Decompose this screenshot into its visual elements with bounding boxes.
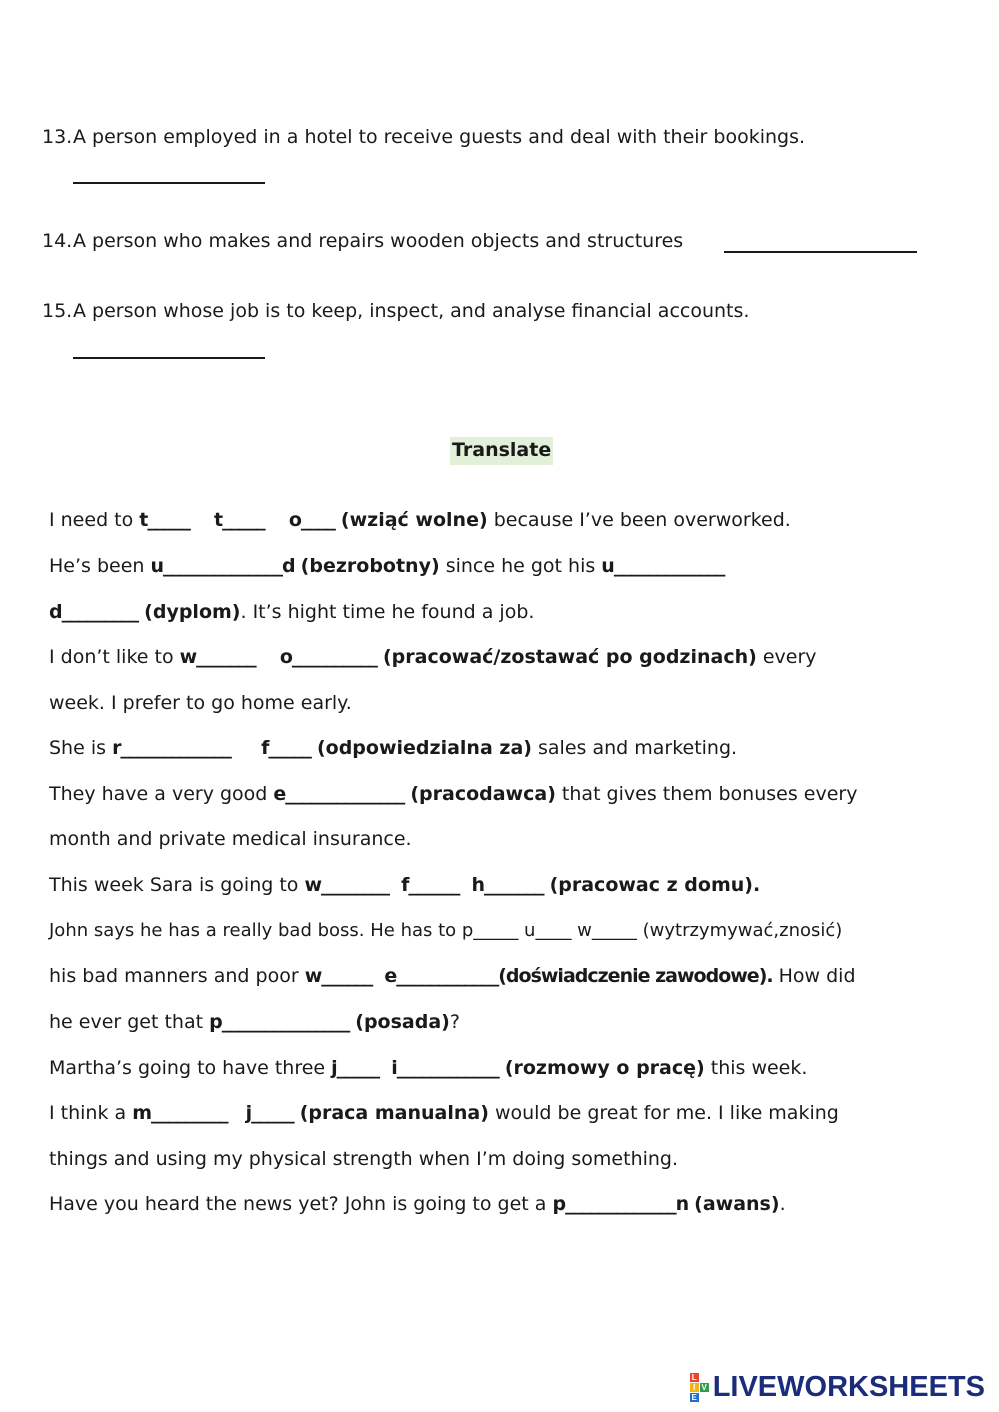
translate-line-3: d_________ (dyplom). It’s hight time he found a job. xyxy=(49,601,535,623)
gap-11b[interactable]: e____________(doświadczenie zawodowe). xyxy=(384,965,773,987)
translate-line-13: Martha’s going to have three j_____ i____________ (rozmowy o pracę) this week. xyxy=(49,1057,808,1079)
gap-7a[interactable]: e______________ xyxy=(273,783,405,805)
gap-2b[interactable]: u_____________ xyxy=(601,555,725,577)
answer-blank-13[interactable] xyxy=(73,166,265,184)
answer-blank-15[interactable] xyxy=(73,341,265,359)
translate-line-12: he ever get that p_______________ (posada)? xyxy=(49,1011,460,1033)
gap-16a[interactable]: p_____________n xyxy=(552,1193,689,1215)
gap-9c[interactable]: h_______ xyxy=(471,874,544,896)
translate-line-4: I don’t like to w_______ o__________ (pracować/zostawać po godzinach) every xyxy=(49,646,817,668)
gap-6a[interactable]: r_____________ xyxy=(112,737,231,759)
translate-line-11: his bad manners and poor w______ e____________(doświadczenie zawodowe). How did xyxy=(49,965,856,987)
gap-1a[interactable]: t_____ xyxy=(139,509,190,531)
gap-6b[interactable]: f_____ xyxy=(261,737,311,759)
question-15-number: 15. xyxy=(42,300,73,322)
gap-2a[interactable]: u______________d xyxy=(150,555,295,577)
gap-13a[interactable]: j_____ xyxy=(331,1057,380,1079)
translate-line-7: They have a very good e______________ (pracodawca) that gives them bonuses every xyxy=(49,783,858,805)
translate-line-2: He’s been u______________d (bezrobotny) since he got his u_____________ xyxy=(49,555,725,577)
gap-4a[interactable]: w_______ xyxy=(179,646,256,668)
translate-line-5: week. I prefer to go home early. xyxy=(49,692,352,714)
section-title: Translate xyxy=(450,437,553,465)
translate-line-15: things and using my physical strength when I’m doing something. xyxy=(49,1148,679,1170)
gap-1c[interactable]: o____ xyxy=(288,509,335,531)
liveworksheets-logo xyxy=(690,1371,985,1404)
gap-9a[interactable]: w________ xyxy=(304,874,390,896)
gap-4b[interactable]: o__________ xyxy=(279,646,377,668)
gap-11a[interactable]: w______ xyxy=(304,965,373,987)
translate-line-10: John says he has a really bad boss. He has to p_____ u____ w_____ (wytrzymywać,znosić) xyxy=(49,920,843,941)
gap-14a[interactable]: m_________ xyxy=(132,1102,228,1124)
answer-blank-14[interactable] xyxy=(724,235,917,253)
question-14-number: 14. xyxy=(42,230,73,252)
gap-14b[interactable]: j_____ xyxy=(245,1102,294,1124)
translate-line-8: month and private medical insurance. xyxy=(49,828,412,850)
liveworksheets-logo-icon: L I V E xyxy=(691,1373,707,1402)
gap-12a[interactable]: p_______________ xyxy=(209,1011,350,1033)
gap-3a[interactable]: d_________ xyxy=(49,601,139,623)
brand-name: LIVEWORKSHEETS xyxy=(712,1371,985,1403)
gap-13b[interactable]: i____________ xyxy=(391,1057,499,1079)
translate-line-14: I think a m_________ j_____ (praca manualna) would be great for me. I like making xyxy=(49,1102,839,1124)
gap-9b[interactable]: f______ xyxy=(401,874,460,896)
translate-line-1: I need to t_____ t_____ o____ (wziąć wolne) because I’ve been overworked. xyxy=(49,509,791,531)
gap-1b[interactable]: t_____ xyxy=(214,509,265,531)
question-13-number: 13. xyxy=(42,126,73,148)
translate-line-6: She is r_____________ f_____ (odpowiedzialna za) sales and marketing. xyxy=(49,737,738,759)
question-15-text: A person whose job is to keep, inspect, and analyse financial accounts. xyxy=(73,300,750,322)
translate-line-9: This week Sara is going to w________ f______ h_______ (pracowac z domu). xyxy=(49,874,761,896)
question-13-text: A person employed in a hotel to receive guests and deal with their bookings. xyxy=(73,126,806,148)
question-14-text: A person who makes and repairs wooden objects and structures xyxy=(73,230,684,252)
translate-line-16: Have you heard the news yet? John is going to get a p_____________n (awans). xyxy=(49,1193,786,1215)
